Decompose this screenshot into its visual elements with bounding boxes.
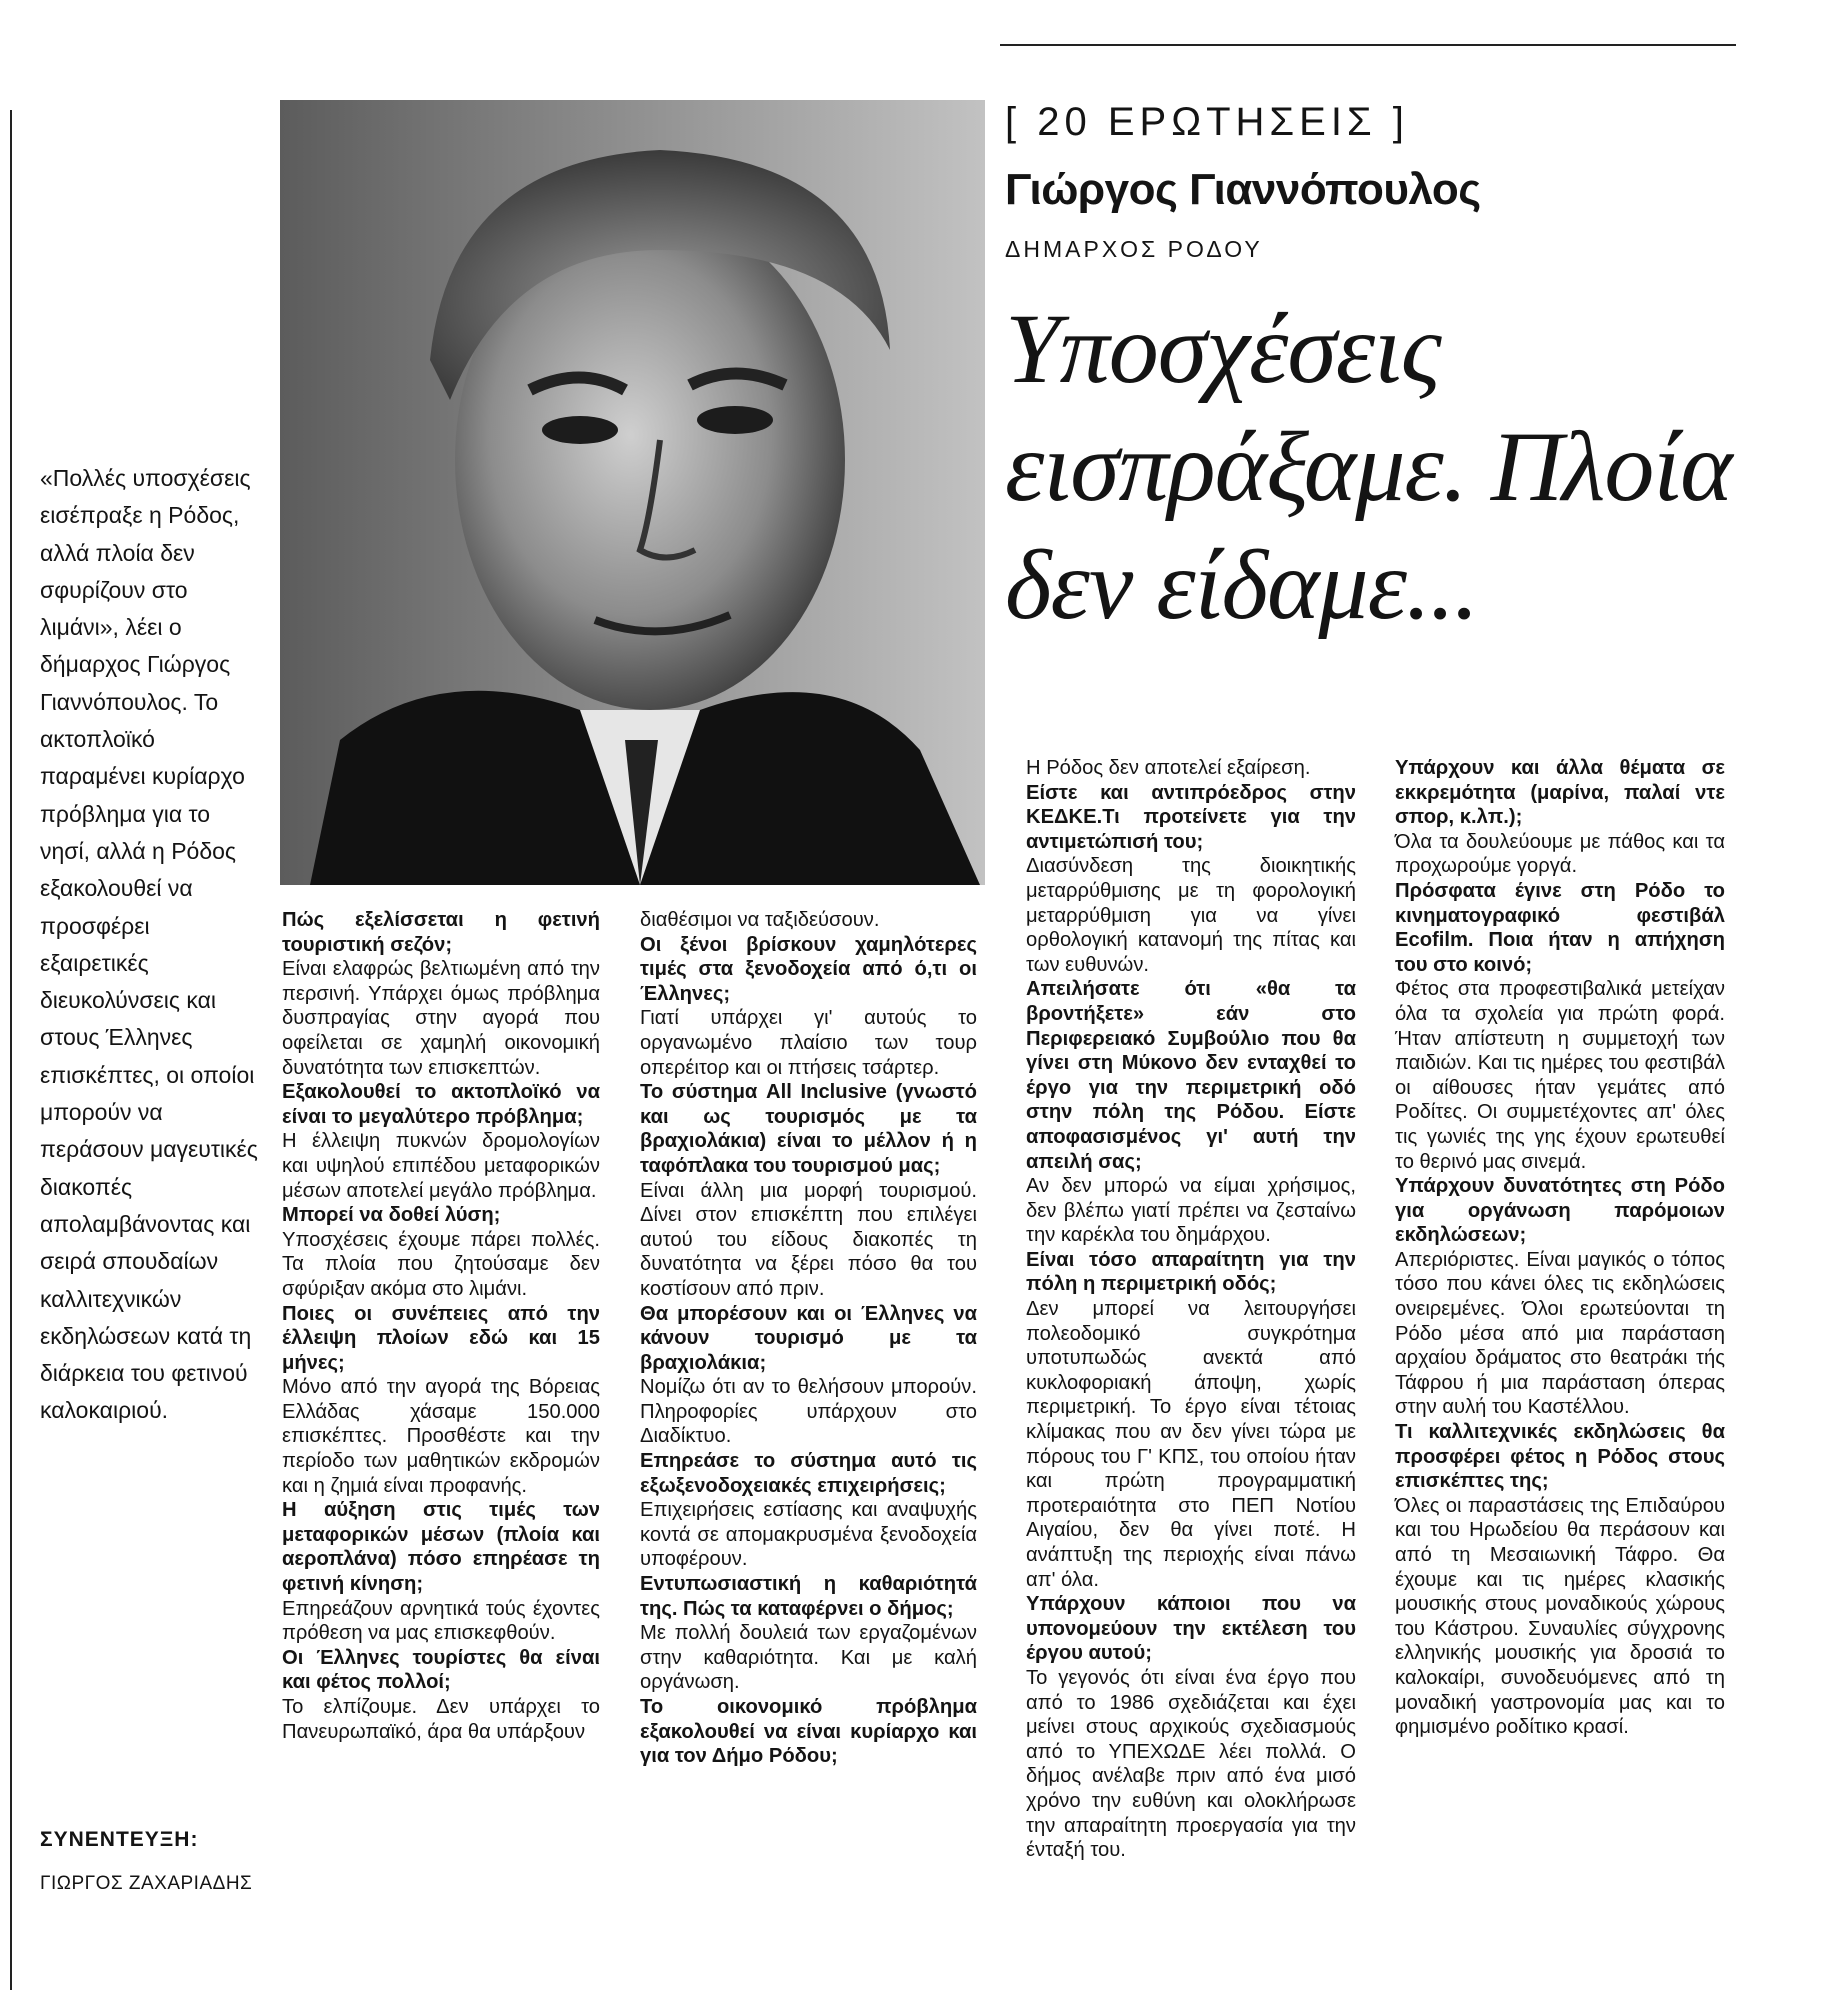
answer: Γιατί υπάρχει γι' αυτούς το οργανωμένο πλαίσιο των τουρ οπερέιτορ και οι πτήσεις τσάρτερ. <box>640 1007 977 1079</box>
pull-quote: «Πολλές υποσχέσεις εισέπραξε η Ρόδος, αλλά πλοία δεν σφυρίζουν στο λιμάνι», λέει ο δήμαρχος Γιώργος Γιαννόπουλος. Το ακτοπλοϊκό παραμένει κυρίαρχο πρόβλημα για το νησί, αλλά η Ρόδος εξακολουθεί να προσφέρει εξαιρετικές διευκολύνσεις και στους Έλληνες επισκέπτες, οι οποίοι μπορούν να περάσουν μαγευτικές διακοπές απολαμβάνοντας και σειρά σπουδαίων καλλιτεχνικών εκδηλώσεων κατά τη διάρκεια του φετινού καλοκαιριού. <box>40 465 258 1424</box>
question: Είστε και αντιπρόεδρος στην ΚΕΔΚΕ.Τι προτείνετε για την αντιμετώπισή του; <box>1026 781 1356 853</box>
credit-label: ΣΥΝΕΝΤΕΥΞΗ: <box>40 1828 199 1851</box>
question: Εξακολουθεί το ακτοπλοϊκό να είναι το μεγαλύτερο πρόβλημα; <box>282 1081 600 1128</box>
portrait-photo <box>280 100 985 885</box>
question: Τι καλλιτεχνικές εκδηλώσεις θα προσφέρει φέτος η Ρόδος στους επισκέπτες της; <box>1395 1421 1725 1493</box>
answer: Διασύνδεση της διοικητικής μεταρρύθμισης με τη φορολογική μεταρρύθμιση για να γίνει ορθολογική κατανομή της πίτας και των ευθυνών. <box>1026 855 1356 976</box>
question: Υπάρχουν δυνατότητες στη Ρόδο για οργάνωση παρόμοιων εκδηλώσεων; <box>1395 1175 1725 1247</box>
answer: Μόνο από την αγορά της Βόρειας Ελλάδας χάσαμε 150.000 επισκέπτες. Προσθέστε και την περίοδο των μαθητικών εκδρομών και η ζημιά είναι προφανής. <box>282 1376 600 1497</box>
left-column-rule <box>10 110 12 1990</box>
text-column-3 <box>1026 756 1356 1863</box>
answer: Αν δεν μπορώ να είμαι χρήσιμος, δεν βλέπω γιατί πρέπει να ζεσταίνω την καρέκλα του δημάρχου. <box>1026 1175 1356 1247</box>
top-header-rule <box>1000 44 1736 46</box>
question: Επηρεάσε το σύστημα αυτό τις εξωξενοδοχειακές επιχειρήσεις; <box>640 1450 977 1497</box>
answer: Δεν μπορεί να λειτουργήσει πολεοδομικό συγκρότημα υποτυπωδώς ανεκτά από κυκλοφοριακή άποψη, χωρίς περιμετρική. Το έργο είναι τέτοιας κλίμακας που αν δεν γίνει τώρα με πόρους του Γ' ΚΠΣ, του οποίου ήταν και πρώτη προγραμματική προτεραιότητα στο ΠΕΠ Νοτίου Αιγαίου, δεν θα γίνει ποτέ. Η ανάπτυξη της περιοχής είναι πάνω απ' όλα. <box>1026 1298 1356 1591</box>
text-column-2 <box>640 908 977 1769</box>
question: Το οικονομικό πρόβλημα εξακολουθεί να είναι κυρίαρχο και για τον Δήμο Ρόδου; <box>640 1696 977 1768</box>
answer: Με πολλή δουλειά των εργαζομένων στην καθαριότητα. Και με καλή οργάνωση. <box>640 1622 977 1694</box>
question: Μπορεί να δοθεί λύση; <box>282 1204 501 1227</box>
answer: Απεριόριστες. Είναι μαγικός ο τόπος τόσο που κάνει όλες τις εκδηλώσεις ονειρεμένες. Όλοι ερωτεύονται τη Ρόδο μέσα από μια παράσταση αρχαίου δράματος στο θεατράκι τής Τάφρου ή μια παράσταση όπερας στην αυλή του Καστέλλου. <box>1395 1248 1725 1419</box>
answer: Υποσχέσεις έχουμε πάρει πολλές. Τα πλοία που ζητούσαμε δεν σφύριξαν ακόμα στο λιμάνι. <box>282 1228 600 1300</box>
credit-name: ΓΙΩΡΓΟΣ ΖΑΧΑΡΙΑΔΗΣ <box>40 1873 253 1894</box>
answer-continued: διαθέσιμοι να ταξιδεύσουν. <box>640 909 880 931</box>
question: Υπάρχουν κάποιοι που να υπονομεύουν την εκτέλεση του έργου αυτού; <box>1026 1593 1356 1665</box>
question: Είναι τόσο απαραίτητη για την πόλη η περιμετρική οδός; <box>1026 1248 1356 1296</box>
text-column-4 <box>1395 756 1725 1740</box>
question: Υπάρχουν και άλλα θέματα σε εκκρεμότητα (μαρίνα, παλαί ντε σπορ, κ.λπ.); <box>1395 757 1725 829</box>
interviewee-role: ΔΗΜΑΡΧΟΣ ΡΟΔΟΥ <box>1005 236 1263 262</box>
answer: Επιχειρήσεις εστίασης και αναψυχής κοντά σε απομακρυσμένα ξενοδοχεία υποφέρουν. <box>640 1499 977 1571</box>
answer: Όλες οι παραστάσεις της Επιδαύρου και του Ηρωδείου θα περάσουν και από τη Μεσαιωνική Τάφρο. Θα έχουμε και τις ημέρες κλασικής μουσικής στους μοναδικούς χώρους του Κάστρου. Συναυλίες σύγχρονης ελληνικής μουσικής για δροσιά το καλοκαίρι, συνοδευόμενες από τη μοναδική γαστρονομία μας και το φημισμένο ροδίτικο κρασί. <box>1395 1494 1725 1739</box>
interviewee-name: Γιώργος Γιαννόπουλος <box>1005 165 1481 214</box>
answer: Η έλλειψη πυκνών δρομολογίων και υψηλού επιπέδου μεταφορικών μέσων αποτελεί μεγάλο πρόβλημα. <box>282 1130 600 1202</box>
question: Οι Έλληνες τουρίστες θα είναι και φέτος πολλοί; <box>282 1646 600 1694</box>
question: Πρόσφατα έγινε στη Ρόδο το κινηματογραφικό φεστιβάλ Ecofilm. Ποια ήταν η απήχηση του στο κοινό; <box>1395 879 1725 976</box>
answer: Νομίζω ότι αν το θελήσουν μπορούν. Πληροφορίες υπάρχουν στο Διαδίκτυο. <box>640 1376 977 1448</box>
answer: Το ελπίζουμε. Δεν υπάρχει το Πανευρωπαϊκό, άρα θα υπάρξουν <box>282 1696 600 1743</box>
text-column-1 <box>282 908 600 1744</box>
answer-continued: Η Ρόδος δεν αποτελεί εξαίρεση. <box>1026 757 1311 779</box>
question: Πώς εξελίσσεται η φετινή τουριστική σεζόν; <box>282 909 600 956</box>
answer: Επηρεάζουν αρνητικά τούς έχοντες πρόθεση να μας επισκεφθούν. <box>282 1597 600 1645</box>
answer: Φέτος στα προφεστιβαλικά μετείχαν όλα τα σχολεία για πρώτη φορά. Ήταν απίστευτη η συμμετοχή των παιδιών. Και τις ημέρες του φεστιβάλ οι αίθουσες ήταν γεμάτες από Ροδίτες. Οι συμμετέχοντες απ' όλες τις γωνιές της γης έχουν ερωτευθεί το θερινό μας σινεμά. <box>1395 978 1725 1173</box>
portrait-illustration <box>280 100 985 885</box>
question: Οι ξένοι βρίσκουν χαμηλότερες τιμές στα ξενοδοχεία από ό,τι οι Έλληνες; <box>640 933 977 1005</box>
section-kicker: [ 20 ΕΡΩΤΗΣΕΙΣ ] <box>1005 100 1409 144</box>
answer: Είναι ελαφρώς βελτιωμένη από την περσινή. Υπάρχει όμως πρόβλημα δυσπραγίας στην αγορά που οφείλεται σε χαμηλή οικονομική δυνατότητα των επισκεπτών. <box>282 958 600 1079</box>
article-headline: Υποσχέσεις εισπράξαμε. Πλοία δεν είδαμε... <box>1005 293 1732 640</box>
question: Η αύξηση στις τιμές των μεταφορικών μέσων (πλοία και αεροπλάνα) πόσο επηρέασε τη φετινή κίνηση; <box>282 1499 600 1596</box>
question: Εντυπωσιαστική η καθαριότητά της. Πώς τα καταφέρνει ο δήμος; <box>640 1573 977 1620</box>
question: Θα μπορέσουν και οι Έλληνες να κάνουν τουρισμό με τα βραχιολάκια; <box>640 1302 977 1374</box>
question: Απειλήσατε ότι «θα τα βροντήξετε» εάν στο Περιφερειακό Συμβούλιο που θα γίνει στη Μύκονο δεν ενταχθεί το έργο για την περιμετρική οδό στην πόλη της Ρόδου. Είστε αποφασισμένος γι' αυτή την απειλή σας; <box>1026 978 1356 1173</box>
answer: Το γεγονός ότι είναι ένα έργο που από το 1986 σχεδιάζεται και έχει μείνει στους αρχικούς σχεδιασμούς από το ΥΠΕΧΩΔΕ λέει πολλά. Ο δήμος ανέλαβε πριν από ένα μισό χρόνο την ευθύνη και ολοκλήρωσε την απαραίτητη προεργασία για την ένταξή του. <box>1026 1666 1356 1862</box>
answer: Όλα τα δουλεύουμε με πάθος και τα προχωρούμε γοργά. <box>1395 830 1725 878</box>
question: Ποιες οι συνέπειες από την έλλειψη πλοίων εδώ και 15 μήνες; <box>282 1302 600 1374</box>
answer: Είναι άλλη μια μορφή τουρισμού. Δίνει στον επισκέπτη που επιλέγει αυτού του είδους διακοπές τη δυνατότητα να ξέρει πόσο θα του κοστίσουν από πριν. <box>640 1179 977 1300</box>
question: Το σύστημα All Inclusive (γνωστό και ως τουρισμός με τα βραχιολάκια) είναι το μέλλον ή η ταφόπλακα του τουρισμού μας; <box>640 1081 977 1177</box>
